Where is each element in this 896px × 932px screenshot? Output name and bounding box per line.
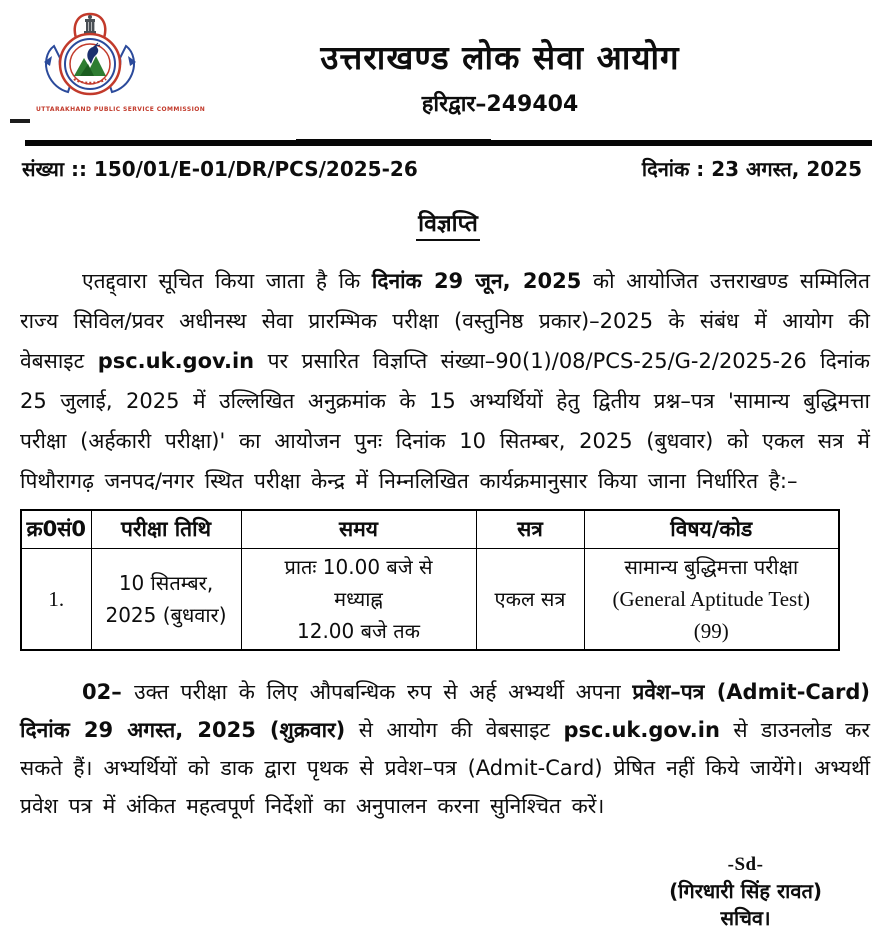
cell-line: (General Aptitude Test) [612, 586, 811, 611]
table-cell [241, 548, 476, 650]
doc-title-wrap [0, 206, 896, 238]
document-header [0, 0, 896, 140]
column-header: सत्र [476, 510, 584, 548]
text-segment: उक्त परीक्षा के लिए औपबन्धिक रुप से अर्ह अभ्यर्थी अपना [134, 679, 633, 704]
notification-title: विज्ञप्ति [416, 211, 480, 241]
table-body [21, 548, 839, 650]
bold-text-segment: psc.uk.gov.in [563, 717, 720, 742]
org-titles [120, 34, 880, 118]
column-header: विषय/कोड [584, 510, 839, 548]
ref-number: संख्या :: 150/01/E-01/DR/PCS/2025-26 [22, 157, 418, 181]
org-name: उत्तराखण्ड लोक सेवा आयोग [320, 38, 680, 77]
paragraph-2 [20, 673, 870, 825]
issue-date: दिनांक : 23 अगस्त, 2025 [641, 157, 862, 181]
text-segment: पर प्रसारित विज्ञप्ति संख्या–90(1)/08/PCS-25/G-2/2025-26 दिनांक 25 जुलाई, 2025 में उल्लिखित अनुक्रमांक के 15 अभ्यर्थियों हेतु द्वितीय प्रश्न–पत्र 'सामान्य बुद्धिमत्ता परीक्षा (अर्हकारी परीक्षा)' का आयोजन पुनः दिनांक 10 सितम्बर, 2025 (बुधवार) को एकल सत्र में पिथौरागढ़ जनपद/नगर स्थित परीक्षा केन्द्र में निम्नलिखित कार्यक्रमानुसार किया जाना निर्धारित है:– [20, 349, 870, 493]
table-cell [21, 548, 91, 650]
header-rule [25, 140, 872, 146]
logo-caption: UTTARAKHAND PUBLIC SERVICE COMMISSION [36, 106, 206, 113]
bold-text-segment: प्रवेश–पत्र (Admit-Card) दिनांक 29 अगस्त, 2025 (शुक्रवार) [20, 679, 870, 742]
cell-line: सामान्य बुद्धिमत्ता परीक्षा [624, 554, 799, 579]
column-header: समय [241, 510, 476, 548]
cell-line: 12.00 बजे तक [297, 618, 420, 643]
bold-text-segment: psc.uk.gov.in [97, 349, 255, 373]
table-cell [91, 548, 241, 650]
text-segment: से आयोग की वेबसाइट [345, 717, 564, 742]
sd-label: -Sd- [727, 853, 764, 875]
cell-line: 2025 (बुधवार) [105, 602, 227, 627]
text-segment: से डाउनलोड कर सकते हैं। अभ्यर्थियों को डाक द्वारा पृथक से प्रवेश–पत्र (Admit-Card) प्रेषित नहीं किये जायेंगे। अभ्यर्थी प्रवेश पत्र में अंकित महत्वपूर्ण निर्देशों का अनुपालन करना सुनिश्चित करें। [20, 717, 870, 818]
scan-artifact [10, 119, 30, 123]
table-header-row [21, 510, 839, 548]
column-header: परीक्षा तिथि [91, 510, 241, 548]
cell-line: 10 सितम्बर, [118, 570, 214, 595]
text-segment: एतद्द्वारा सूचित किया जाता है कि [82, 269, 372, 293]
signature-block [669, 851, 822, 932]
text-segment: को आयोजित उत्तराखण्ड सम्मिलित राज्य सिविल/प्रवर अधीनस्थ सेवा प्रारम्भिक परीक्षा (वस्तुनिष्ठ प्रकार)–2025 के संबंध में आयोग की वेबसाइट [20, 269, 871, 373]
paragraph-1 [20, 261, 870, 501]
bold-text-segment: 02– [82, 679, 135, 704]
cell-line: 1. [48, 586, 65, 611]
bold-text-segment: दिनांक 29 जून, 2025 [371, 269, 582, 293]
cell-line: (99) [693, 618, 729, 643]
org-location: हरिद्वार–249404 [421, 92, 579, 117]
column-header: क्र0सं0 [21, 510, 91, 548]
cell-line: प्रातः 10.00 बजे से [284, 554, 433, 579]
table-cell [476, 548, 584, 650]
cell-line: एकल सत्र [494, 586, 566, 611]
table-row [21, 548, 839, 650]
signatory-designation: सचिव। [720, 905, 771, 930]
meta-line [22, 155, 862, 182]
table-cell [584, 548, 839, 650]
cell-line: मध्याह्न [334, 586, 383, 611]
signatory-name: (गिरधारी सिंह रावत) [669, 878, 822, 903]
schedule-table [20, 509, 840, 651]
